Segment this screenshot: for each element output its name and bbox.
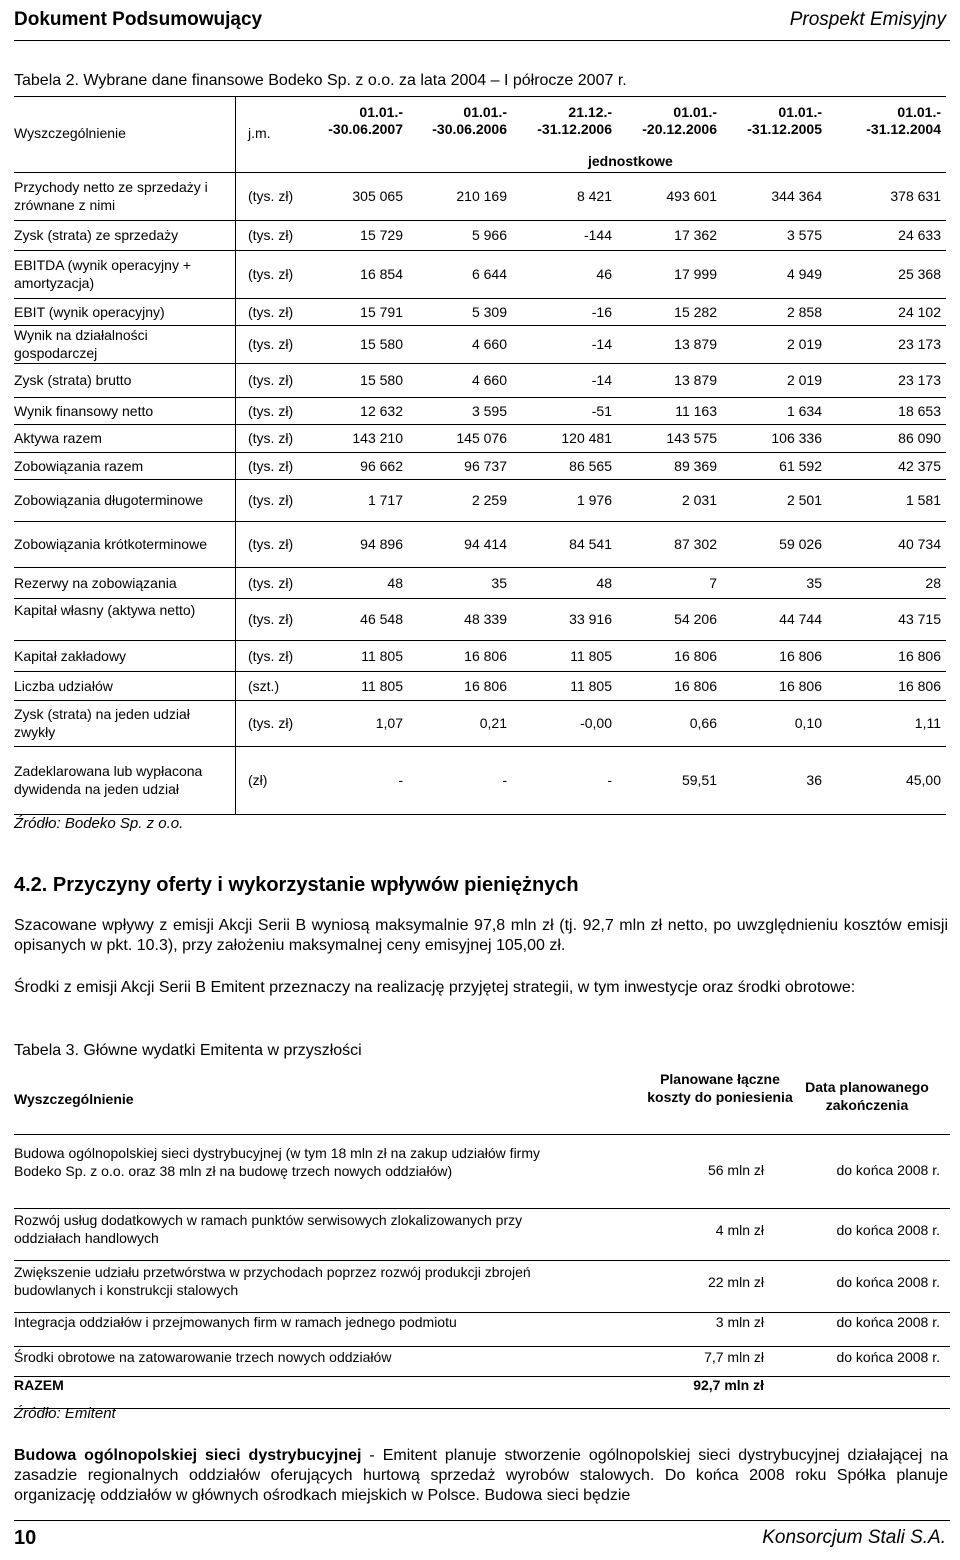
row-value: 86 090: [898, 430, 941, 446]
row-value: 59 026: [779, 536, 822, 552]
row-value: 11 805: [361, 677, 403, 694]
row-unit: (tys. zł): [248, 611, 294, 627]
row-value: 11 805: [570, 677, 612, 694]
table3-header: Wyszczególnienie: [14, 1091, 134, 1107]
row-value: 305 065: [352, 188, 403, 204]
row-value: 43 715: [898, 611, 941, 627]
table3-total-label: RAZEM: [14, 1377, 64, 1393]
row-value: -16: [591, 303, 612, 320]
row-value: 24 102: [898, 303, 941, 320]
row-value: -14: [591, 336, 612, 352]
row-value: 2 019: [786, 336, 822, 352]
row-value: 96 737: [464, 457, 507, 474]
row-unit: (zł): [248, 772, 268, 788]
row-unit: (tys. zł): [248, 536, 294, 552]
document-header-title: Dokument Podsumowujący: [14, 9, 263, 30]
row-value: 143 210: [352, 430, 403, 446]
row-value: 40 734: [898, 536, 941, 552]
document-header-subtitle: Prospekt Emisyjny: [789, 9, 946, 30]
row-value: -: [607, 772, 612, 788]
row-value: 35: [806, 574, 822, 591]
row-value: 94 896: [360, 536, 403, 552]
row-unit: (szt.): [248, 677, 280, 694]
row-value: 15 282: [674, 303, 717, 320]
footer-divider: [14, 1520, 950, 1521]
row-value: 45,00: [905, 772, 941, 788]
row-value: 61 592: [779, 457, 822, 474]
row-value: 4 949: [786, 266, 822, 282]
row-value: 120 481: [561, 430, 612, 446]
row-label: Kapitał zakładowy: [14, 647, 127, 664]
row-value: 210 169: [456, 188, 507, 204]
table2-period-header: [512, 104, 612, 138]
table-rule: [14, 1134, 950, 1135]
row-label: Kapitał własny (aktywa netto): [14, 602, 196, 618]
row-value: 36: [806, 772, 822, 788]
row-value: 48 339: [464, 611, 507, 627]
row-value: 0,66: [689, 715, 717, 731]
row-label: Wynik finansowy netto: [14, 402, 154, 419]
table2-source: Źródło: Bodeko Sp. z o.o.: [14, 815, 184, 832]
row-value: 54 206: [674, 611, 717, 627]
table2-row: [14, 521, 946, 567]
row-value: 16 806: [674, 677, 717, 694]
period-start: 01.01.-: [897, 104, 941, 120]
row-value: 143 575: [666, 430, 717, 446]
row-value: 1 976: [576, 492, 612, 508]
table3-row-date: do końca 2008 r.: [836, 1222, 940, 1238]
row-value: 493 601: [666, 188, 717, 204]
table3-row-date: do końca 2008 r.: [836, 1314, 940, 1330]
row-label: EBITDA (wynik operacyjny + amortyzacja): [14, 257, 192, 291]
row-value: 13 879: [674, 336, 717, 352]
row-unit: (tys. zł): [248, 574, 294, 591]
row-value: 378 631: [890, 188, 941, 204]
table2-row: [14, 220, 946, 250]
final-paragraph-text: - Emitent planuje stworzenie ogólnopolskiej sieci dystrybucyjnej działającej na zasadzie regionalnych oddziałów oferujących hurtową sprzedaż wyrobów stalowych. Do końca 2008 roku Spółka planuje organizację oddziałów w głównych ośrodkach miejskich w Polsce. Budowa sieci będzie: [14, 1447, 948, 1504]
row-unit: (tys. zł): [248, 227, 294, 243]
row-value: 6 644: [471, 266, 507, 282]
row-value: 48: [596, 574, 612, 591]
row-value: 16 806: [464, 647, 507, 664]
table3-row-date: do końca 2008 r.: [836, 1349, 940, 1365]
period-end: -31.12.2006: [537, 121, 612, 137]
table2-subheader: jednostkowe: [588, 153, 673, 169]
table-rule: [14, 1208, 950, 1209]
row-value: 1 634: [786, 402, 822, 419]
table2-row: [14, 250, 946, 298]
table2-row: [14, 479, 946, 521]
table2-period-header: [303, 104, 403, 138]
period-start: 01.01.-: [778, 104, 822, 120]
table2-row: [14, 298, 946, 325]
row-value: 86 565: [569, 457, 612, 474]
table3-row-cost: 3 mln zł: [715, 1314, 764, 1330]
row-value: 33 916: [569, 611, 612, 627]
row-label: Wynik na działalności gospodarczej: [14, 327, 148, 361]
row-value: 2 031: [681, 492, 717, 508]
table3-row-date: do końca 2008 r.: [836, 1162, 940, 1178]
row-value: 2 858: [786, 303, 822, 320]
row-value: -: [398, 772, 403, 788]
table3-total-cost: 92,7 mln zł: [693, 1377, 764, 1393]
row-value: 8 421: [576, 188, 612, 204]
row-label: Zobowiązania długoterminowe: [14, 492, 204, 508]
row-value: 28: [925, 574, 941, 591]
period-end: -31.12.2005: [747, 121, 822, 137]
section-paragraph-2: Środki z emisji Akcji Serii B Emitent przeznaczy na realizację przyjętej strategii, w tym inwestycje oraz środki obrotowe:: [14, 979, 856, 996]
period-end: -30.06.2006: [432, 121, 507, 137]
table2-period-header: [407, 104, 507, 138]
table2-row: [14, 325, 946, 363]
row-value: 17 999: [674, 266, 717, 282]
table3-row-cost: 7,7 mln zł: [704, 1349, 764, 1365]
row-value: 15 791: [360, 303, 403, 320]
row-value: 89 369: [674, 457, 717, 474]
table3-row-cost: 22 mln zł: [707, 1274, 764, 1290]
period-start: 01.01.-: [359, 104, 403, 120]
row-value: 16 854: [360, 266, 403, 282]
table2-period-header: [617, 104, 717, 138]
row-value: 2 259: [471, 492, 507, 508]
row-label: Rezerwy na zobowiązania: [14, 574, 177, 591]
table-rule: [14, 1376, 950, 1377]
row-label: Zobowiązania razem: [14, 457, 144, 474]
row-value: 3 575: [786, 227, 822, 243]
row-value: 145 076: [456, 430, 507, 446]
row-value: 24 633: [898, 227, 941, 243]
row-value: 1 581: [905, 492, 941, 508]
row-unit: (tys. zł): [248, 430, 294, 446]
table2-row: [14, 397, 946, 424]
row-value: 5 309: [471, 303, 507, 320]
row-value: -: [502, 772, 507, 788]
row-unit: (tys. zł): [248, 647, 294, 664]
row-unit: (tys. zł): [248, 303, 294, 320]
row-value: 0,21: [479, 715, 507, 731]
row-value: -144: [583, 227, 612, 243]
row-value: 23 173: [898, 372, 941, 388]
period-start: 01.01.-: [673, 104, 717, 120]
table3-row-description: Zwiększenie udziału przetwórstwa w przychodach poprzez rozwój produkcji zbrojeń budowlanych i konstrukcji stalowych: [14, 1264, 531, 1298]
row-value: 18 653: [898, 402, 941, 419]
table3-row-description: Integracja oddziałów i przejmowanych firm w ramach jednego podmiotu: [14, 1314, 457, 1330]
table3-row-description: Środki obrotowe na zatowarowanie trzech nowych oddziałów: [14, 1349, 392, 1365]
row-label: Zadeklarowana lub wypłacona dywidenda na jeden udział: [14, 763, 203, 797]
table2-row: [14, 424, 946, 452]
row-value: 16 806: [779, 677, 822, 694]
row-value: 46: [596, 266, 612, 282]
table3-source: Źródło: Emitent: [14, 1405, 116, 1422]
row-value: 4 660: [471, 336, 507, 352]
row-unit: (tys. zł): [248, 372, 294, 388]
row-value: 4 660: [471, 372, 507, 388]
row-value: 17 362: [674, 227, 717, 243]
table3-title: Tabela 3. Główne wydatki Emitenta w przyszłości: [14, 1042, 362, 1059]
period-end: -30.06.2007: [328, 121, 403, 137]
row-unit: (tys. zł): [248, 457, 294, 474]
row-value: 15 729: [360, 227, 403, 243]
table3-row-date: do końca 2008 r.: [836, 1274, 940, 1290]
row-label: Zysk (strata) ze sprzedaży: [14, 227, 179, 243]
row-value: -51: [591, 402, 612, 419]
row-label: Liczba udziałów: [14, 677, 113, 694]
row-value: 13 879: [674, 372, 717, 388]
row-value: 1 717: [367, 492, 403, 508]
row-value: 3 595: [471, 402, 507, 419]
row-value: 48: [387, 574, 403, 591]
table-rule: [14, 1260, 950, 1261]
section-title: 4.2. Przyczyny oferty i wykorzystanie wpływów pieniężnych: [14, 874, 579, 896]
table2-row: [14, 363, 946, 397]
table2-period-header: [722, 104, 822, 138]
table3-row-cost: 4 mln zł: [715, 1222, 764, 1238]
row-unit: (tys. zł): [248, 266, 294, 282]
row-value: -14: [591, 372, 612, 388]
row-unit: (tys. zł): [248, 492, 294, 508]
row-value: 1,07: [375, 715, 403, 731]
table2-row: [14, 700, 946, 746]
table2-row: [14, 640, 946, 671]
table-rule: [14, 96, 946, 97]
row-label: Zysk (strata) na jeden udział zwykły: [14, 706, 190, 740]
final-paragraph-bold: Budowa ogólnopolskiej sieci dystrybucyjnej: [14, 1447, 362, 1464]
table3-row-cost: 56 mln zł: [707, 1162, 764, 1178]
table2-title: Tabela 2. Wybrane dane finansowe Bodeko Sp. z o.o. za lata 2004 – I półrocze 2007 r.: [14, 72, 627, 89]
table2-col-label-header: Wyszczególnienie: [14, 125, 126, 141]
row-value: 11 805: [361, 647, 403, 664]
row-value: 106 336: [771, 430, 822, 446]
row-value: 94 414: [464, 536, 507, 552]
table2-row: [14, 172, 946, 220]
row-value: 25 368: [898, 266, 941, 282]
row-unit: (tys. zł): [248, 188, 294, 204]
row-label: Przychody netto ze sprzedaży i zrównane z nimi: [14, 179, 208, 213]
row-value: 2 019: [786, 372, 822, 388]
row-value: 15 580: [360, 372, 403, 388]
table3-header: Planowane łączne koszty do poniesienia: [647, 1071, 793, 1105]
row-value: 16 806: [464, 677, 507, 694]
final-paragraph: [14, 1446, 948, 1506]
table2-col-unit-header: j.m.: [248, 125, 271, 141]
table2-period-header: [841, 104, 941, 138]
row-value: 16 806: [898, 677, 941, 694]
period-end: -31.12.2004: [866, 121, 941, 137]
period-end: -20.12.2006: [642, 121, 717, 137]
row-value: 23 173: [898, 336, 941, 352]
row-unit: (tys. zł): [248, 402, 294, 419]
period-start: 21.12.-: [568, 104, 612, 120]
header-divider: [14, 40, 950, 41]
row-value: 46 548: [360, 611, 403, 627]
period-start: 01.01.-: [463, 104, 507, 120]
section-paragraph-1: Szacowane wpływy z emisji Akcji Serii B wyniosą maksymalnie 97,8 mln zł (tj. 92,7 mln zł netto, po uwzględnieniu kosztów emisji opisanych w pkt. 10.3), przy założeniu maksymalnej ceny emisyjnej 105,00 zł.: [14, 917, 948, 954]
table2-row: [14, 567, 946, 598]
table-rule: [14, 1346, 950, 1347]
row-value: 15 580: [360, 336, 403, 352]
table2-row: [14, 452, 946, 479]
row-label: EBIT (wynik operacyjny): [14, 303, 165, 320]
row-value: 44 744: [779, 611, 822, 627]
row-value: 84 541: [569, 536, 612, 552]
table2-row: [14, 746, 946, 814]
row-value: 42 375: [898, 457, 941, 474]
row-unit: (tys. zł): [248, 336, 294, 352]
row-label: Aktywa razem: [14, 430, 102, 446]
page-number: 10: [14, 1527, 37, 1549]
footer-company: Konsorcjum Stali S.A.: [762, 1527, 946, 1548]
row-value: 11 805: [570, 647, 612, 664]
row-value: -0,00: [580, 715, 612, 731]
table2-row: [14, 598, 946, 640]
row-value: 87 302: [674, 536, 717, 552]
row-value: 344 364: [771, 188, 822, 204]
row-value: 12 632: [360, 402, 403, 419]
table3-row-description: Rozwój usług dodatkowych w ramach punktów serwisowych zlokalizowanych przy oddziałach handlowych: [14, 1212, 523, 1246]
row-value: 16 806: [779, 647, 822, 664]
row-value: 1,11: [914, 715, 941, 731]
row-value: 96 662: [360, 457, 403, 474]
table2-row: [14, 671, 946, 700]
row-value: 2 501: [786, 492, 822, 508]
table3-header: Data planowanego zakończenia: [805, 1079, 929, 1113]
row-value: 5 966: [471, 227, 507, 243]
row-value: 16 806: [898, 647, 941, 664]
row-value: 0,10: [794, 715, 822, 731]
row-value: 59,51: [681, 772, 717, 788]
row-unit: (tys. zł): [248, 715, 294, 731]
table-rule: [14, 1408, 950, 1409]
row-value: 35: [491, 574, 507, 591]
table3-row-description: Budowa ogólnopolskiej sieci dystrybucyjnej (w tym 18 mln zł na zakup udziałów firmy Bodeko Sp. z o.o. oraz 38 mln zł na budowę trzech nowych oddziałów): [14, 1145, 541, 1179]
row-value: 11 163: [675, 402, 717, 419]
row-value: 16 806: [674, 647, 717, 664]
row-label: Zobowiązania krótkoterminowe: [14, 536, 207, 552]
row-label: Zysk (strata) brutto: [14, 372, 132, 388]
row-value: 7: [709, 574, 717, 591]
